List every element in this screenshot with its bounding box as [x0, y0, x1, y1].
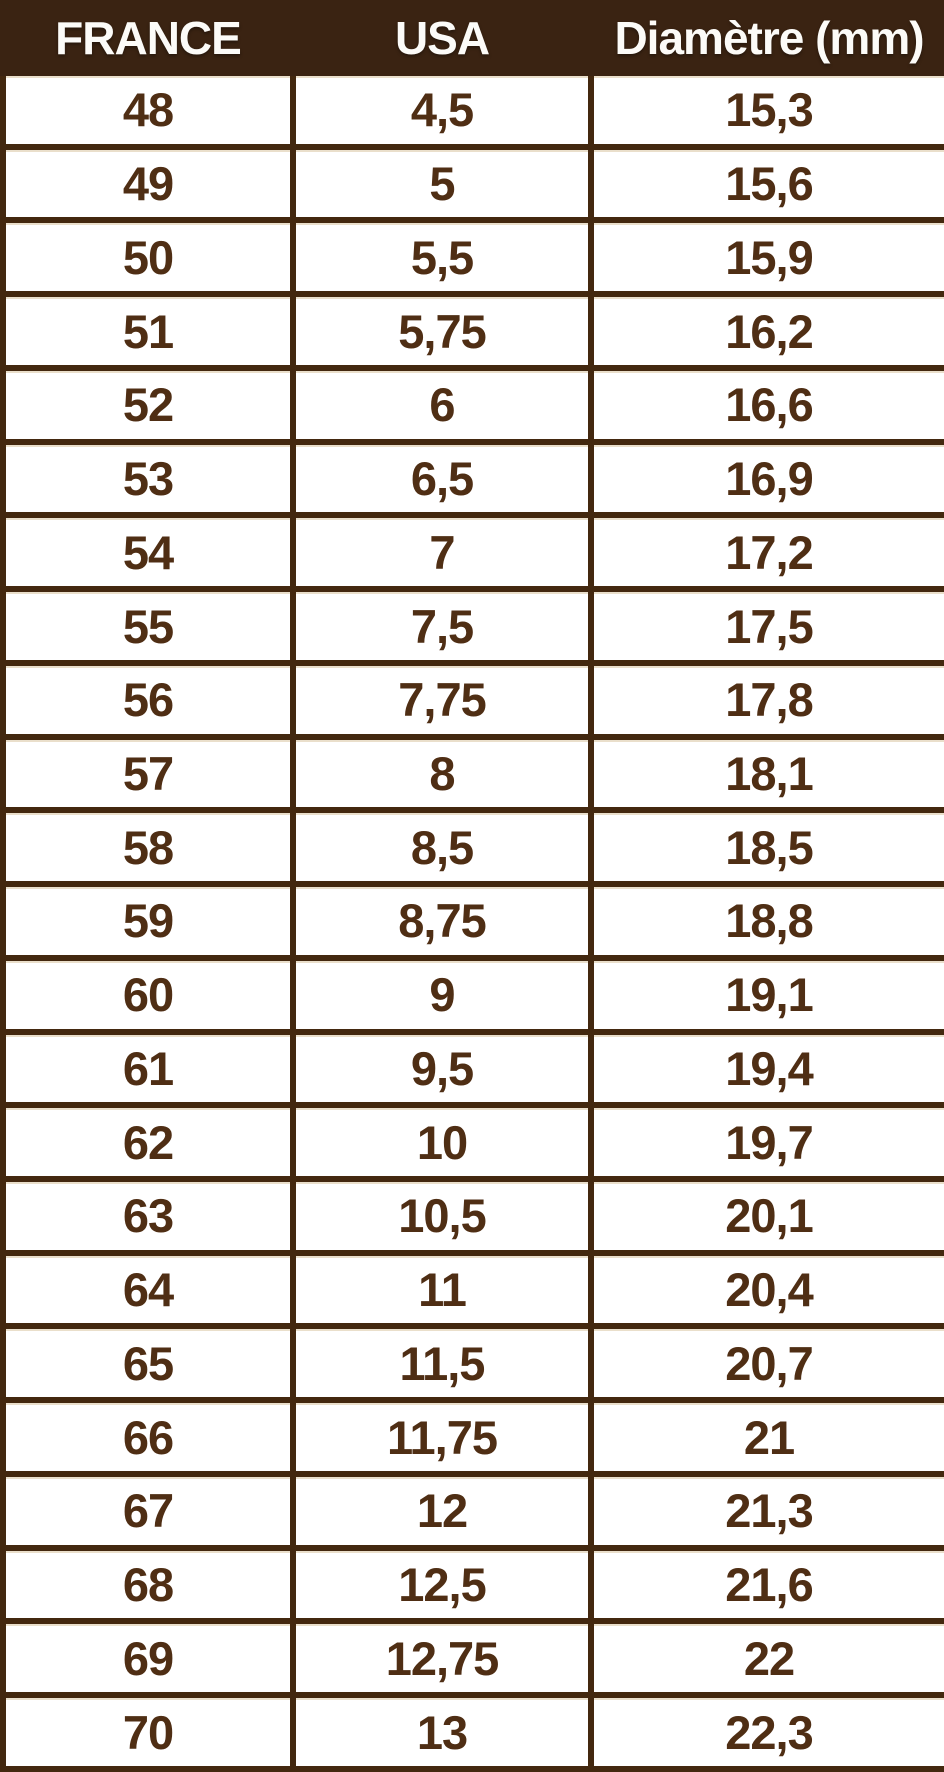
- table-cell: 55: [3, 589, 293, 663]
- table-row: [3, 737, 944, 811]
- table-cell: 63: [3, 1179, 293, 1253]
- table-cell: 22: [591, 1621, 944, 1695]
- table-cell: 8,75: [293, 884, 591, 958]
- table-row: [3, 368, 944, 442]
- table-cell: 4,5: [293, 73, 591, 147]
- table-cell: 19,7: [591, 1105, 944, 1179]
- table-cell: 49: [3, 147, 293, 221]
- table-cell: 21,3: [591, 1474, 944, 1548]
- table-cell: 16,6: [591, 368, 944, 442]
- table-cell: 65: [3, 1326, 293, 1400]
- table-cell: 19,1: [591, 958, 944, 1032]
- table-cell: 54: [3, 515, 293, 589]
- table-cell: 66: [3, 1400, 293, 1474]
- table-row: [3, 1400, 944, 1474]
- table-cell: 17,8: [591, 663, 944, 737]
- table-cell: 10,5: [293, 1179, 591, 1253]
- header-row: [3, 3, 944, 73]
- table-cell: 6,5: [293, 442, 591, 516]
- table-cell: 58: [3, 810, 293, 884]
- table-cell: 20,7: [591, 1326, 944, 1400]
- column-header-usa: USA: [293, 3, 591, 73]
- table-row: [3, 442, 944, 516]
- table-cell: 11,75: [293, 1400, 591, 1474]
- table-row: [3, 1474, 944, 1548]
- table-cell: 15,6: [591, 147, 944, 221]
- table-cell: 7,75: [293, 663, 591, 737]
- table-cell: 9: [293, 958, 591, 1032]
- table-cell: 17,5: [591, 589, 944, 663]
- table-row: [3, 884, 944, 958]
- table-cell: 21: [591, 1400, 944, 1474]
- table-cell: 22,3: [591, 1695, 944, 1769]
- column-header-france: FRANCE: [3, 3, 293, 73]
- table-row: [3, 1548, 944, 1622]
- table-cell: 12: [293, 1474, 591, 1548]
- table-row: [3, 147, 944, 221]
- table-cell: 21,6: [591, 1548, 944, 1622]
- table-cell: 60: [3, 958, 293, 1032]
- table-cell: 5: [293, 147, 591, 221]
- table-cell: 64: [3, 1253, 293, 1327]
- table-cell: 9,5: [293, 1032, 591, 1106]
- table-cell: 18,5: [591, 810, 944, 884]
- table-cell: 16,2: [591, 294, 944, 368]
- table-row: [3, 294, 944, 368]
- table-row: [3, 1253, 944, 1327]
- table-cell: 18,8: [591, 884, 944, 958]
- table-cell: 18,1: [591, 737, 944, 811]
- table-cell: 7: [293, 515, 591, 589]
- table-row: [3, 1179, 944, 1253]
- table-cell: 52: [3, 368, 293, 442]
- table-cell: 53: [3, 442, 293, 516]
- table-cell: 15,9: [591, 220, 944, 294]
- table-row: [3, 515, 944, 589]
- table-cell: 17,2: [591, 515, 944, 589]
- table-body: [3, 73, 944, 1769]
- table-cell: 70: [3, 1695, 293, 1769]
- table-cell: 20,1: [591, 1179, 944, 1253]
- table-cell: 6: [293, 368, 591, 442]
- table-cell: 19,4: [591, 1032, 944, 1106]
- table-cell: 16,9: [591, 442, 944, 516]
- table-cell: 67: [3, 1474, 293, 1548]
- table-cell: 5,75: [293, 294, 591, 368]
- table-cell: 8,5: [293, 810, 591, 884]
- table-row: [3, 1032, 944, 1106]
- table-cell: 56: [3, 663, 293, 737]
- table-cell: 12,5: [293, 1548, 591, 1622]
- table-row: [3, 1326, 944, 1400]
- table-cell: 15,3: [591, 73, 944, 147]
- table-row: [3, 73, 944, 147]
- table-row: [3, 810, 944, 884]
- table-cell: 11,5: [293, 1326, 591, 1400]
- table-cell: 13: [293, 1695, 591, 1769]
- table-row: [3, 663, 944, 737]
- table-cell: 10: [293, 1105, 591, 1179]
- table-cell: 68: [3, 1548, 293, 1622]
- table-cell: 12,75: [293, 1621, 591, 1695]
- table-cell: 50: [3, 220, 293, 294]
- table-cell: 5,5: [293, 220, 591, 294]
- table-cell: 62: [3, 1105, 293, 1179]
- table-cell: 61: [3, 1032, 293, 1106]
- table-cell: 59: [3, 884, 293, 958]
- table-cell: 51: [3, 294, 293, 368]
- table-row: [3, 1695, 944, 1769]
- table-cell: 11: [293, 1253, 591, 1327]
- table-row: [3, 589, 944, 663]
- table-row: [3, 1621, 944, 1695]
- column-header-diametre: Diamètre (mm): [591, 3, 944, 73]
- table-cell: 7,5: [293, 589, 591, 663]
- table-row: [3, 958, 944, 1032]
- table-row: [3, 220, 944, 294]
- table-cell: 57: [3, 737, 293, 811]
- table-cell: 69: [3, 1621, 293, 1695]
- table-cell: 8: [293, 737, 591, 811]
- table-cell: 48: [3, 73, 293, 147]
- table-row: [3, 1105, 944, 1179]
- table-cell: 20,4: [591, 1253, 944, 1327]
